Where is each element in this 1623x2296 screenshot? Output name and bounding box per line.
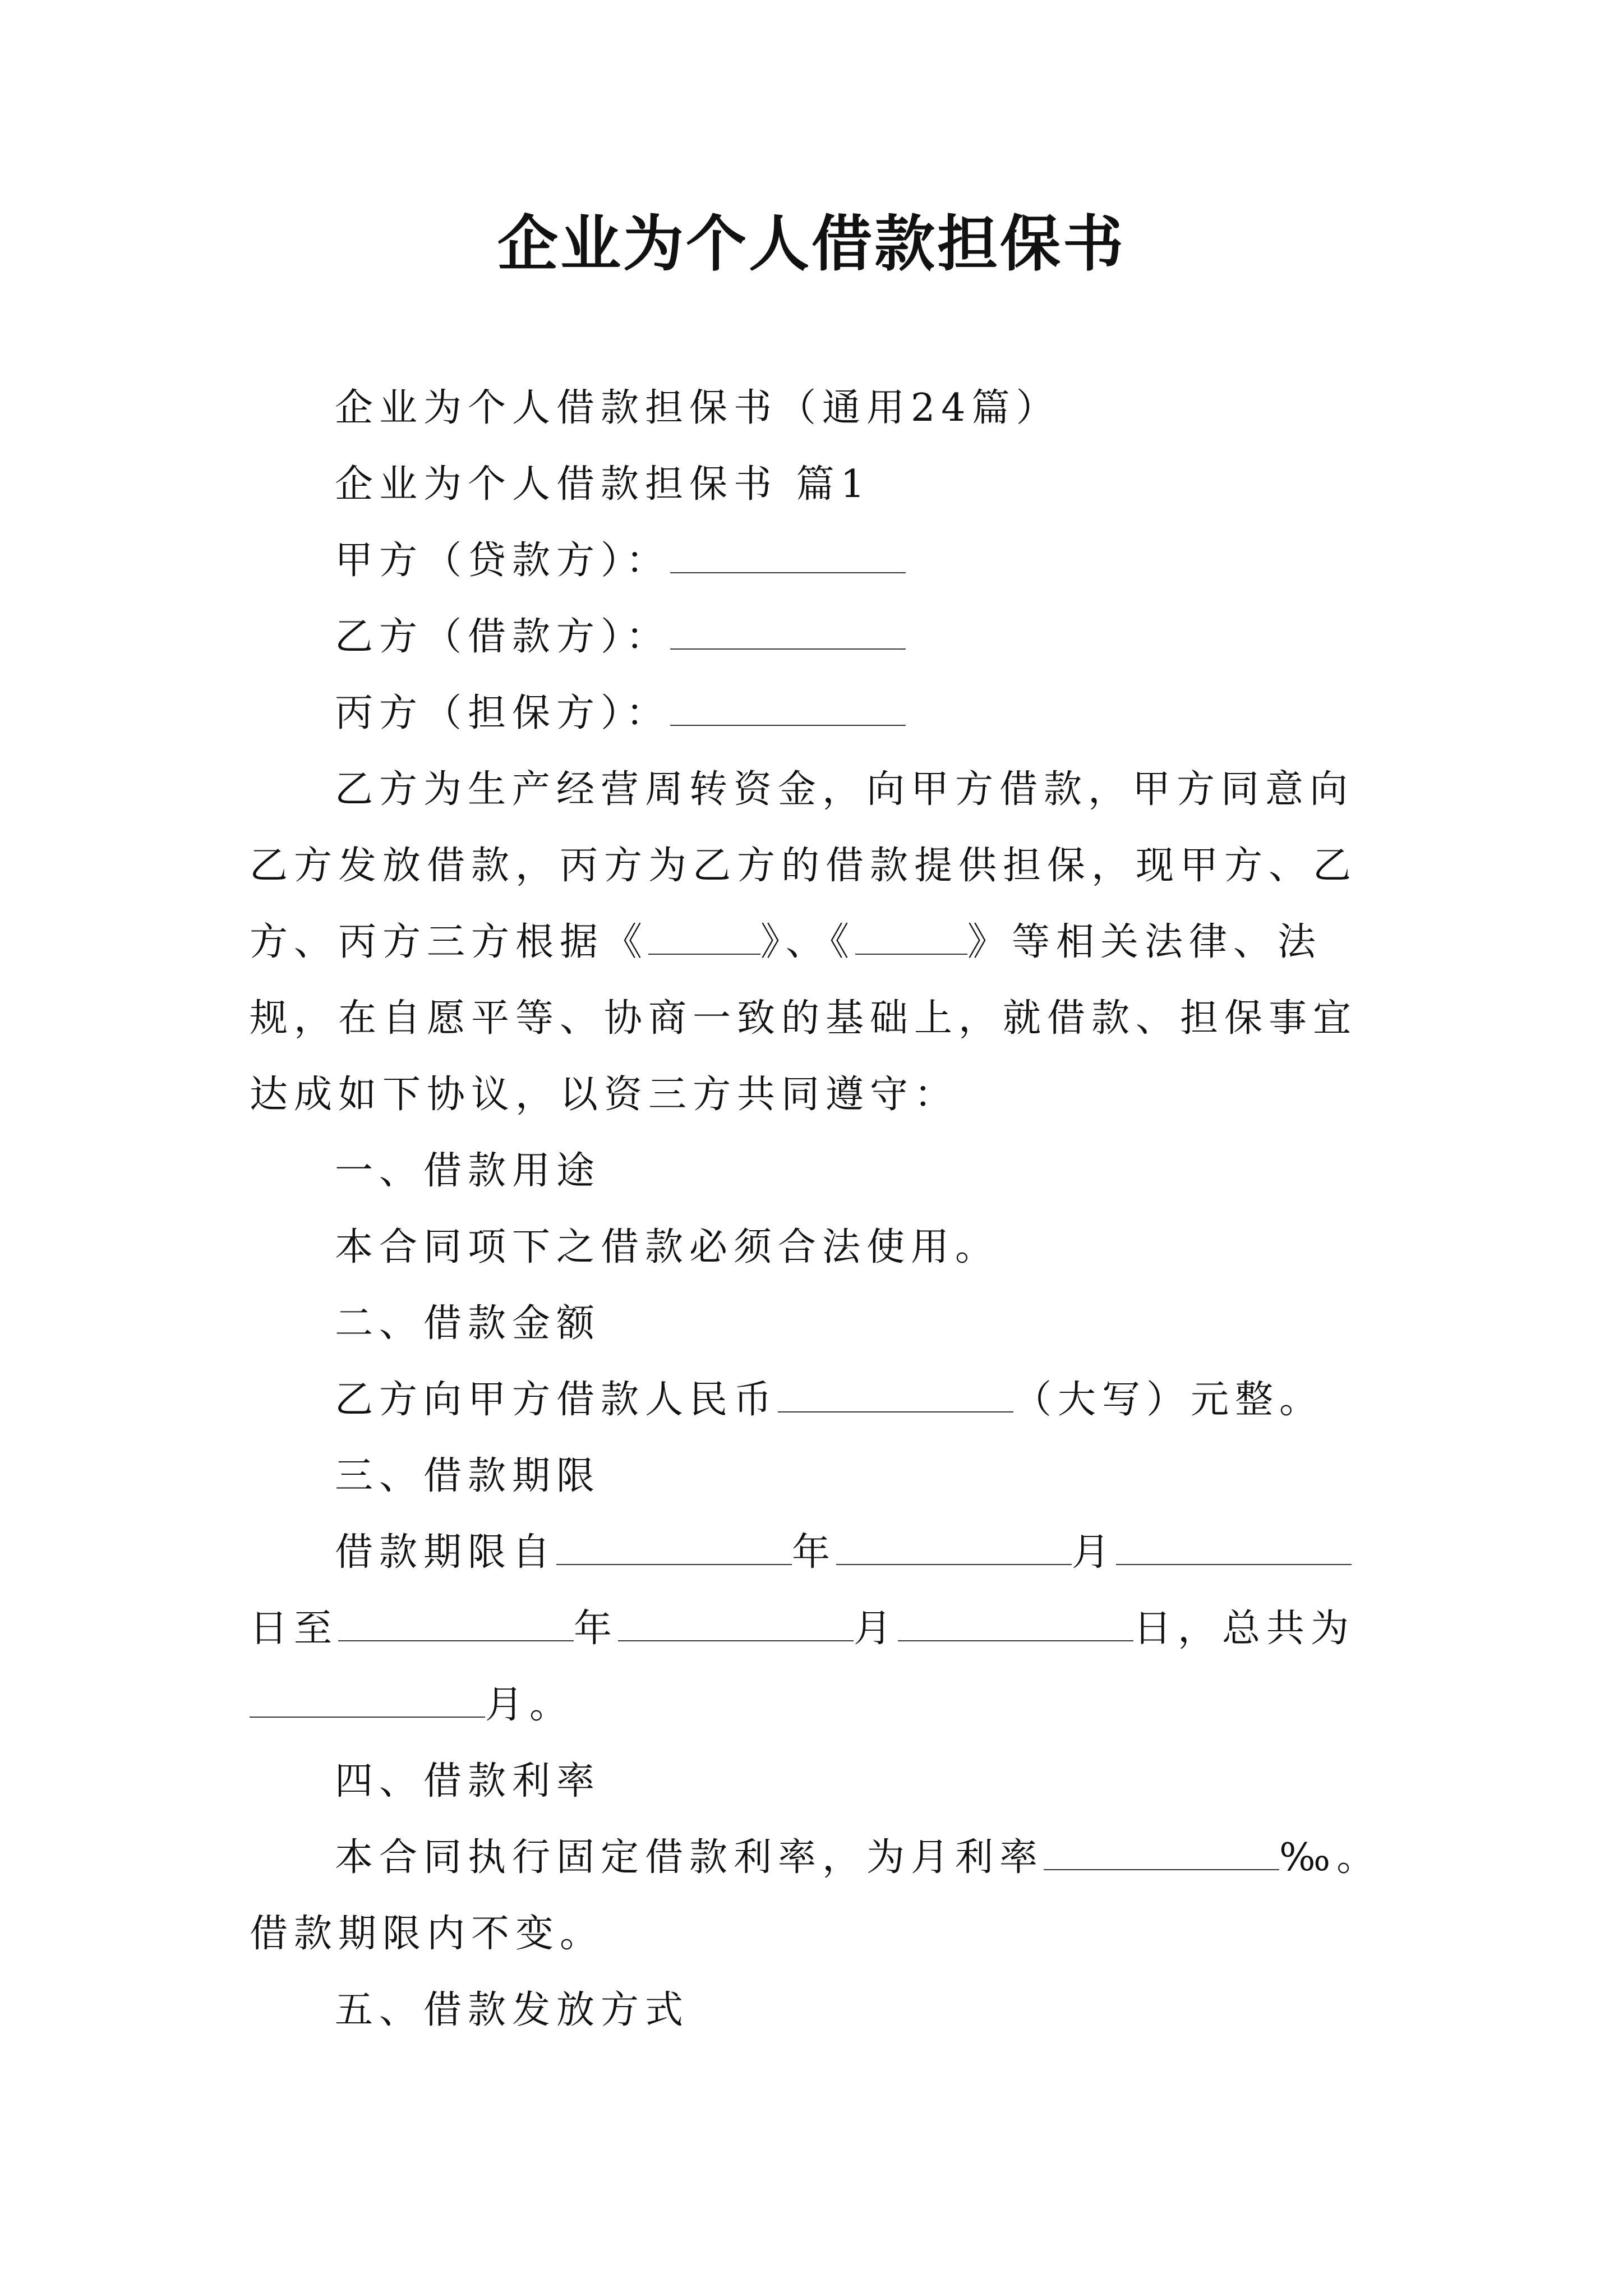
paragraph-term xyxy=(250,1515,1382,1743)
term-end-year-blank xyxy=(338,1604,574,1641)
party-a-label: 甲方（贷款方）： xyxy=(335,539,671,583)
term-month-2: 月 xyxy=(854,1607,898,1651)
party-a-line xyxy=(250,523,1382,599)
party-b-line xyxy=(250,599,1382,675)
rate-text-1: 本合同执行固定借款利率，为月利率 xyxy=(335,1835,1044,1880)
document-title: 企业为个人借款担保书 xyxy=(497,209,1126,279)
term-year-2: 年 xyxy=(574,1607,619,1651)
intro-text-2: 》、《 xyxy=(760,920,856,964)
amount-blank xyxy=(778,1375,1013,1412)
paragraph-purpose: 本合同项下之借款必须合法使用。 xyxy=(335,1225,1000,1269)
term-year: 年 xyxy=(792,1530,837,1575)
party-b-label: 乙方（借款方）： xyxy=(335,615,671,659)
paragraph-rate xyxy=(250,1820,1382,1972)
heading-purpose: 一、借款用途 xyxy=(335,1149,601,1193)
document-body xyxy=(250,370,1382,2049)
amount-text-2: （大写）元整。 xyxy=(1013,1378,1324,1422)
rate-blank xyxy=(1044,1833,1279,1870)
term-start-day-blank xyxy=(1116,1528,1352,1565)
law-blank-1 xyxy=(648,918,760,955)
intro-text-3: 》等相关法律、法规，在自愿平等、协商一致的基础上，就借款、担保事宜达成如下协议，以资三方共同遵守： xyxy=(250,920,1358,1117)
term-to: 日至 xyxy=(250,1607,339,1651)
rate-text-2: ‰。借款期限内不变。 xyxy=(250,1835,1381,1956)
term-total: 日，总共为 xyxy=(1133,1607,1355,1651)
intro-text-1: 乙方为生产经营周转资金，向甲方借款，甲方同意向乙方发放借款，丙方为乙方的借款提供担保，现甲方、乙方、丙方三方根据《 xyxy=(250,767,1358,964)
party-c-label: 丙方（担保方）： xyxy=(335,691,671,735)
heading-amount: 二、借款金额 xyxy=(335,1301,601,1346)
term-end: 月。 xyxy=(485,1683,574,1727)
term-from: 借款期限自 xyxy=(335,1530,557,1575)
term-start-year-blank xyxy=(556,1528,792,1565)
heading-term: 三、借款期限 xyxy=(335,1454,601,1498)
party-b-blank xyxy=(670,613,906,650)
heading-rate: 四、借款利率 xyxy=(335,1759,601,1803)
section-heading: 企业为个人借款担保书 篇1 xyxy=(335,462,871,507)
party-c-blank xyxy=(670,689,906,726)
intro-paragraph xyxy=(250,752,1382,1133)
law-blank-2 xyxy=(855,918,967,955)
term-total-blank xyxy=(250,1681,485,1718)
term-end-month-blank xyxy=(618,1604,854,1641)
heading-disbursement: 五、借款发放方式 xyxy=(335,1988,690,2032)
subtitle-line: 企业为个人借款担保书（通用24篇） xyxy=(335,386,1061,430)
term-start-month-blank xyxy=(836,1528,1072,1565)
term-month: 月 xyxy=(1072,1530,1117,1575)
party-c-line xyxy=(250,675,1382,752)
paragraph-amount xyxy=(250,1362,1382,1438)
term-end-day-blank xyxy=(898,1604,1133,1641)
amount-text-1: 乙方向甲方借款人民币 xyxy=(335,1378,778,1422)
party-a-blank xyxy=(670,536,906,573)
